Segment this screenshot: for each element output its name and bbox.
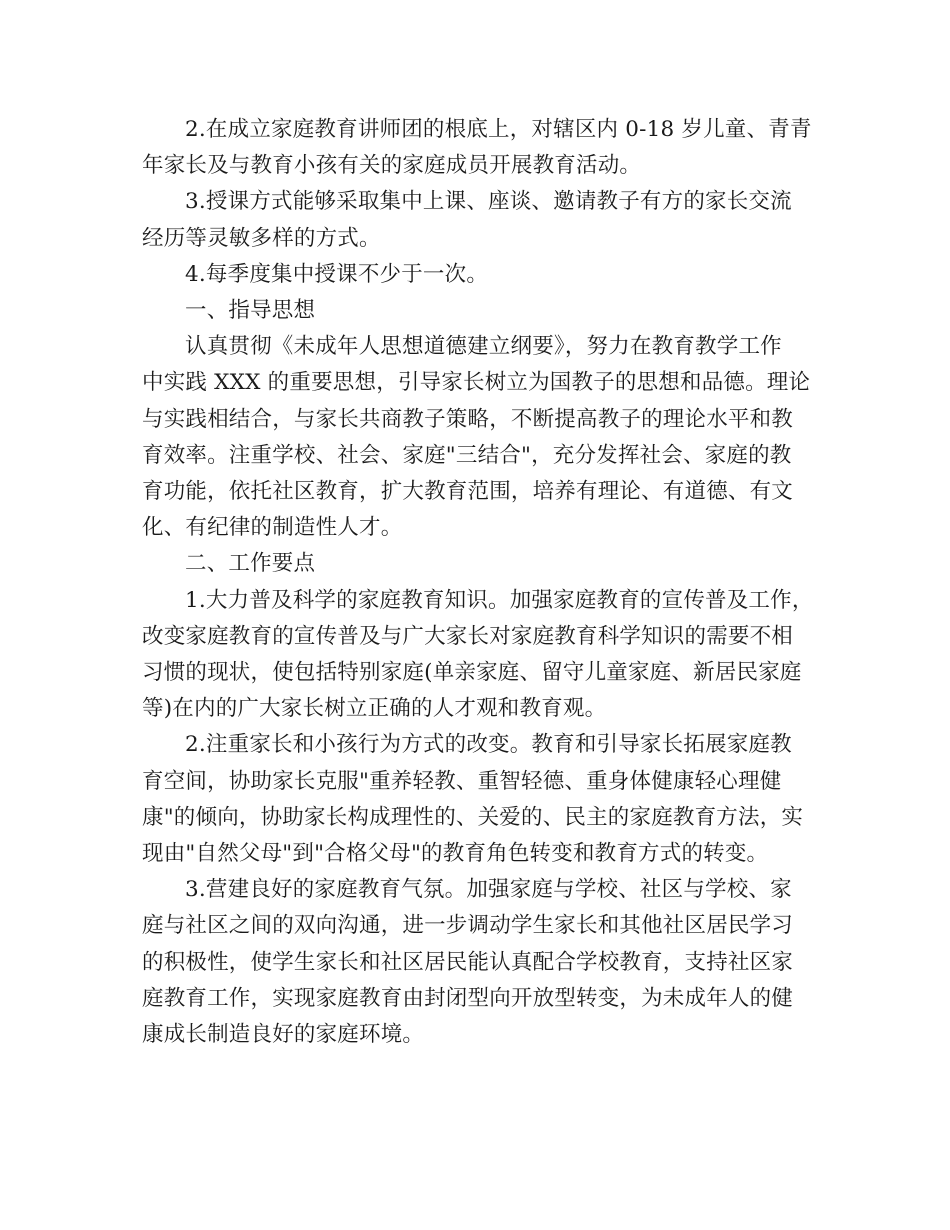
document-body (142, 112, 814, 1053)
text-line: 庭与社区之间的双向沟通，进一步调动学生家长和其他社区居民学习 (142, 913, 794, 939)
text-line: 育效率。注重学校、社会、家庭"三结合"，充分发挥社会、家庭的教 (142, 442, 792, 468)
text-line: 康"的倾向，协助家长构成理性的、关爱的、民主的家庭教育方法，实 (142, 804, 804, 830)
section-heading: 二、工作要点 (185, 551, 316, 577)
text-line: 育功能，依托社区教育，扩大教育范围，培养有理论、有道德、有文 (142, 479, 794, 505)
text-line: 经历等灵敏多样的方式。 (142, 225, 381, 251)
text-line: 习惯的现状，使包括特别家庭(单亲家庭、留守儿童家庭、新居民家庭 (142, 660, 802, 686)
paragraph-3-education-atmosphere (142, 872, 810, 1053)
section-heading-work-points (142, 546, 810, 582)
text-line: 育空间，协助家长克服"重养轻教、重智轻德、重身体健康轻心理健 (142, 768, 782, 794)
paragraph-guiding-thought (142, 329, 810, 546)
text-line: 3.营建良好的家庭教育气氛。加强家庭与学校、社区与学校、家 (185, 877, 792, 903)
text-line: 庭教育工作，实现家庭教育由封闭型向开放型转变，为未成年人的健 (142, 985, 794, 1011)
text-line: 改变家庭教育的宣传普及与广大家长对家庭教育科学知识的需要不相 (142, 623, 794, 649)
text-line: 现由"自然父母"到"合格父母"的教育角色转变和教育方式的转变。 (142, 841, 769, 867)
text-line: 2.在成立家庭教育讲师团的根底上，对辖区内 0-18 岁儿童、青青 (185, 117, 812, 142)
text-line: 1.大力普及科学的家庭教育知识。加强家庭教育的宣传普及工作， (185, 587, 814, 613)
text-line: 年家长及与教育小孩有关的家庭成员开展教育活动。 (142, 153, 642, 179)
section-heading: 一、指导思想 (185, 298, 316, 324)
paragraph-4-quarterly-lectures (142, 257, 810, 293)
paragraph-2-behavior-change (142, 727, 810, 872)
paragraph-3-teaching-methods (142, 184, 810, 256)
text-line: 认真贯彻《未成年人思想道德建立纲要》，努力在教育教学工作 (185, 334, 782, 360)
paragraph-1-family-education-knowledge (142, 583, 814, 728)
text-line: 3.授课方式能够采取集中上课、座谈、邀请教子有方的家长交流 (185, 189, 792, 215)
text-line: 2.注重家长和小孩行为方式的改变。教育和引导家长拓展家庭教 (185, 732, 792, 758)
paragraph-2-lecturer-team (142, 112, 810, 184)
text-line: 与实践相结合，与家长共商教子策略，不断提高教子的理论水平和教 (142, 406, 794, 432)
text-line: 4.每季度集中授课不少于一次。 (185, 261, 489, 287)
text-line: 等)在内的广大家长树立正确的人才观和教育观。 (142, 696, 607, 722)
text-line: 化、有纪律的制造性人才。 (142, 515, 403, 541)
text-line: 康成长制造良好的家庭环境。 (142, 1022, 425, 1048)
section-heading-guiding-thought (142, 293, 810, 329)
text-line: 的积极性，使学生家长和社区居民能认真配合学校教育，支持社区家 (142, 949, 794, 975)
text-line: 中实践 XXX 的重要思想，引导家长树立为国教子的思想和品德。理论 (142, 370, 811, 396)
